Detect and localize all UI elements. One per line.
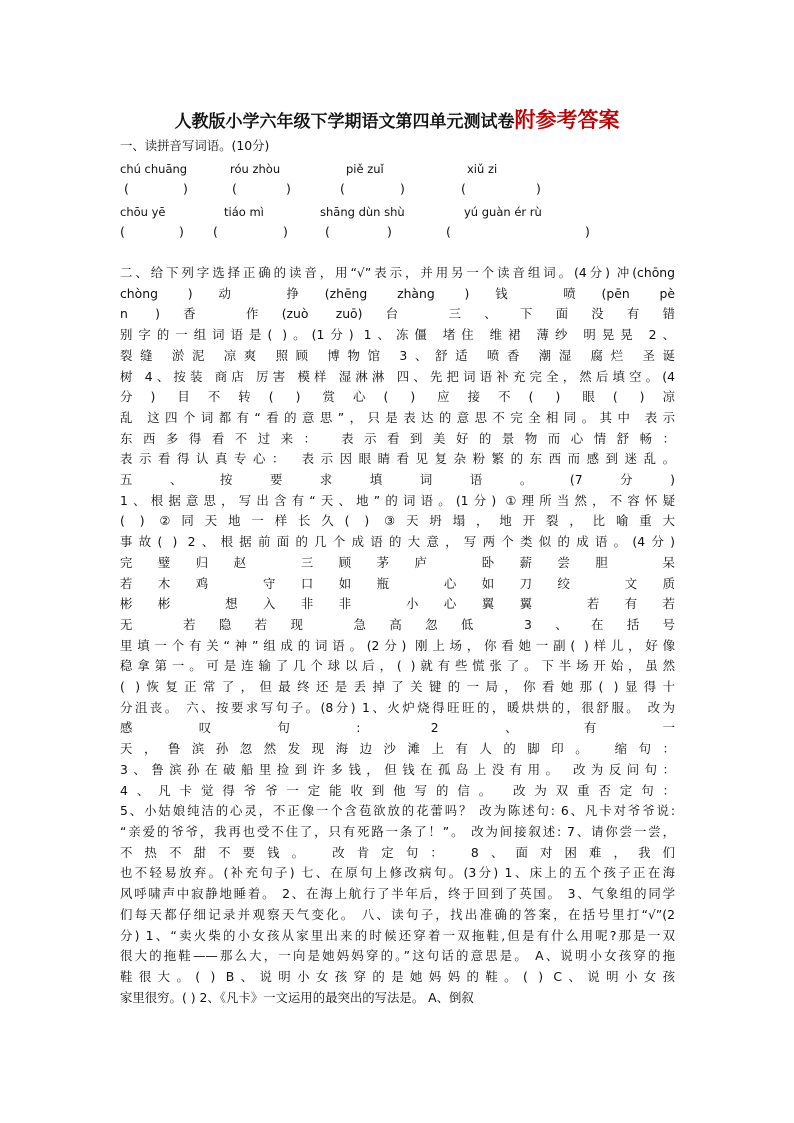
body-line: 风呼啸声中寂静地睡着。 2、在海上航行了半年后，终于回到了英国。 3、气象组的同学 [120,886,675,902]
body-line: 若木鸡 守口如瓶 心如刀绞 文质 [120,575,675,591]
body-line: 别字的一组词语是( )。(1分) 1、冻僵 堵住 维裙 薄纱 明晃晃 2、 [120,327,675,343]
body-line: 感叹句: 2、有一 [120,720,675,736]
blank-close: ) [387,224,392,239]
body-line: 里填一个有关“神”组成的词语。(2分) 刚上场，你看她一副( )样儿，好像 [120,637,675,653]
blank-open: ( [461,181,466,196]
body-line: 五、按要求填词语。(7分) [120,472,675,488]
body-line: 3、鲁滨孙在破船里捡到许多钱，但钱在孤岛上没有用。 改为反问句： [120,761,675,777]
body-line: n )香 作(zuò zuō)台 三、下面没有错 [120,306,675,322]
body-line: 5、小姑娘纯洁的心灵，不正像一个含苞欲放的花蕾吗？ 改为陈述句: 6、凡卡对爷爷说: [120,803,675,819]
page-title [0,104,794,134]
body-line: 二、给下列字选择正确的读音，用“√”表示，并用另一个读音组词。(4分) 冲(chōng [120,265,675,280]
body-line: 表示看得认真专心： 表示因眼睛看见复杂粉繁的东西而感到迷乱。 [120,451,675,467]
pinyin-item: chú chuāng [120,162,188,176]
blank-open: ( [213,224,218,239]
blank-open: ( [124,181,129,196]
body-line: 们每天都仔细记录并观察天气变化。 八、读句子，找出准确的答案，在括号里打“√”(2 [120,906,675,922]
blank-open: ( [120,224,125,239]
section1-heading: 一、读拼音写词语。(10分) [120,138,270,153]
blank-close: ) [400,181,405,196]
body-line: 无 若隐若现 急高忽低 3、在括号 [120,616,675,632]
body-line: 事故( ) 2、根据前面的几个成语的大意，写两个类似的成语。(4分) [120,534,675,550]
body-line: 完璧归赵 三顾茅庐 卧薪尝胆 呆 [120,554,675,570]
blank-close: ) [183,181,188,196]
body-line: chòng )动 挣(zhēng zhàng )钱 喷(pēn pè [120,285,675,301]
body-line: 分) 1、“卖火柴的小女孩从家里出来的时候还穿着一双拖鞋,但是有什么用呢?那是一双 [120,927,675,943]
blank-close: ) [286,181,291,196]
body-line: 东西多得看不过来： 表示看到美好的景物而心情舒畅： [120,430,675,446]
blank-close: ) [536,181,541,196]
body-line: “亲爱的爷爷，我再也受不住了，只有死路一条了！”。 改为间接叙述: 7、请你尝一尝， [120,823,675,839]
pinyin-item: xiǔ zi [467,162,498,176]
blank-open: ( [325,224,330,239]
blank-open: ( [232,181,237,196]
body-line: 天，鲁滨孙忽然发现海边沙滩上有人的脚印。 缩句： [120,741,675,757]
body-line: 不热不甜不要钱。 改肯定句： 8、面对困难，我们 [120,844,675,860]
body-line: 彬彬 想入非非 小心翼翼 若有若 [120,596,675,612]
body-line: 1、根据意思，写出含有“天、地”的词语。(1分) ①理所当然，不容怀疑 [120,492,675,508]
body-line: 树 4、按装 商店 厉害 模样 湿淋淋 四、先把词语补充完全，然后填空。(4 [120,368,675,384]
blank-open: ( [446,224,451,239]
body-line: 稳拿第一。可是连输了几个球以后，( )就有些慌张了。下半场开始，虽然 [120,658,675,674]
body-line: 分沮丧。 六、按要求写句子。(8分) 1、火炉烧得旺旺的，暖烘烘的，很舒服。 改为 [120,699,675,715]
exam-body-text [120,263,675,1008]
body-line: 分) 目不转( ) 赏心( ) 应接不( ) 眼( )凉 [120,389,675,405]
body-line: 很大的拖鞋——那么大，一向是她妈妈穿的。”这句话的意思是。 A、说明小女孩穿的拖 [120,948,675,964]
pinyin-item: chōu yē [120,205,166,219]
body-line: 4、凡卡觉得爷爷一定能收到他写的信。 改为双重否定句： [120,782,675,798]
body-line: ( )恢复正常了，但最终还是丢掉了关键的一局，你看她那( )显得十 [120,679,675,695]
body-line: ( ) ②同天地一样长久( ) ③天坍塌，地开裂，比喻重大 [120,513,675,529]
body-line: 也不轻易放弃。(补充句子) 七、在原句上修改病句。(3分) 1、床上的五个孩子正在海 [120,865,675,881]
blank-close: ) [585,224,590,239]
blank-open: ( [340,181,345,196]
blank-close: ) [179,224,184,239]
title-answer-suffix: 附参考答案 [514,107,620,132]
body-line: 乱 这四个词都有“看的意思”，只是表达的意思不完全相同。其中 表示 [120,409,675,425]
body-line: 裂缝 淤泥 凉爽 照顾 博物馆 3、舒适 喷香 潮湿 腐烂 圣诞 [120,347,675,363]
pinyin-item: róu zhòu [230,162,281,176]
pinyin-item: yú guàn ér rù [464,205,542,219]
pinyin-item: shāng dùn shù [320,205,405,219]
body-line: 鞋很大。( ) B、说明小女孩穿的是她妈妈的鞋。( ) C、说明小女孩 [120,968,675,984]
title-main: 人教版小学六年级下学期语文第四单元测试卷 [174,112,515,132]
body-line: 家里很穷。( ) 2、《凡卡》一文运用的最突出的写法是。 A、倒叙 [120,989,474,1005]
pinyin-item: tiáo mì [224,205,264,219]
blank-close: ) [283,224,288,239]
pinyin-item: piě zuǐ [346,162,384,176]
